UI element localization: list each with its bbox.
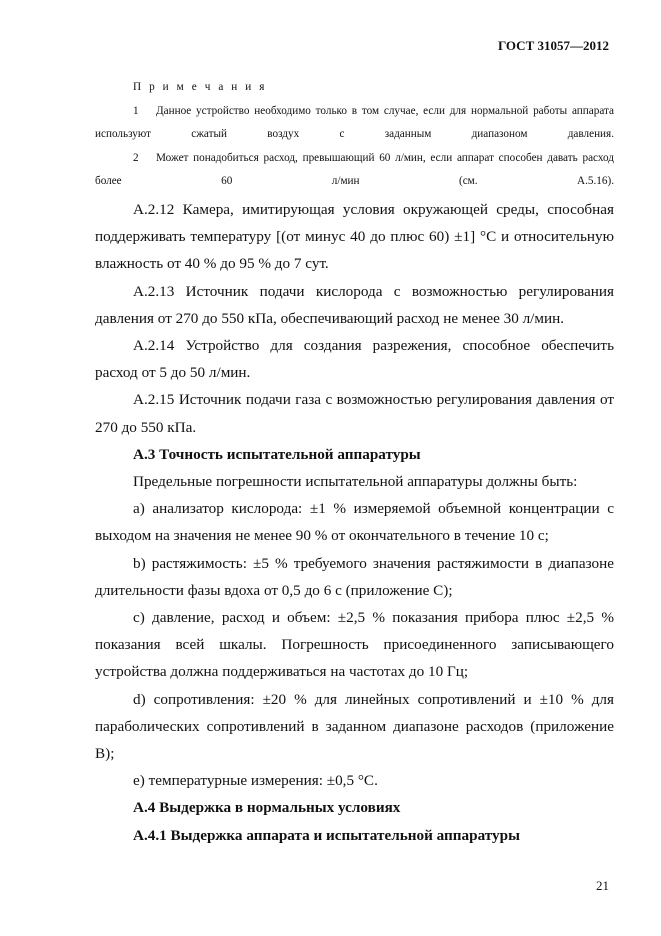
paragraph-a2-13: А.2.13 Источник подачи кислорода с возможностью регулирования давления от 270 до 550 кПа, обеспечивающий расход не менее 30 л/мин. [95,282,614,327]
paragraph-a3-intro: Предельные погрешности испытательной аппаратуры должны быть: [133,473,578,491]
list-item-d: d) сопротивления: ±20 % для линейных сопротивлений и ±10 % для параболических сопротивлений в заданном диапазоне расходов (приложение В); [95,690,614,763]
section-heading-a3: А.3 Точность испытательной аппаратуры [133,445,421,463]
section-heading-a4-1: А.4.1 Выдержка аппарата и испытательной аппаратуры [133,826,520,844]
note-number: 1 [133,104,139,117]
paragraph-a2-12: А.2.12 Камера, имитирующая условия окружающей среды, способная поддерживать температуру [(от минус 40 до плюс 60) ±1] °С и относительную влажность от 40 % до 95 % до 7 сут. [95,201,614,273]
list-item-c: с) давление, расход и объем: ±2,5 % показания прибора плюс ±2,5 % показания всей шкалы. Погрешность присоединенного записывающего устройства должна поддерживаться на частотах до 10 Гц; [95,609,614,681]
notes-block [95,76,614,194]
notes-title: П р и м е ч а н и я [133,81,267,93]
note-item [95,147,614,194]
note-text: Данное устройство необходимо только в том случае, если для нормальной работы аппарата используют сжатый воздух с заданным диапазоном давления. [95,104,614,140]
list-item-e: е) температурные измерения: ±0,5 °С. [133,772,378,790]
section-heading-a4: А.4 Выдержка в нормальных условиях [133,799,401,817]
list-item-b: b) растяжимость: ±5 % требуемого значения растяжимости в диапазоне длительности фазы вдоха от 0,5 до 6 с (приложение С); [95,554,614,599]
note-item [95,100,614,147]
main-text [95,196,614,849]
document-header: ГОСТ 31057—2012 [497,38,609,53]
paragraph-a2-15: А.2.15 Источник подачи газа с возможностью регулирования давления от 270 до 550 кПа. [95,391,614,436]
note-text: Может понадобиться расход, превышающий 60 л/мин, если аппарат способен давать расход более 60 л/мин (см. А.5.16). [95,151,614,187]
list-item-a: а) анализатор кислорода: ±1 % измеряемой объемной концентрации с выходом на значения не менее 90 % от окончательного в течение 10 с; [95,500,614,545]
note-number: 2 [133,151,139,164]
page-number: 21 [596,878,609,893]
paragraph-a2-14: А.2.14 Устройство для создания разрежения, способное обеспечить расход от 5 до 50 л/мин. [95,337,614,382]
